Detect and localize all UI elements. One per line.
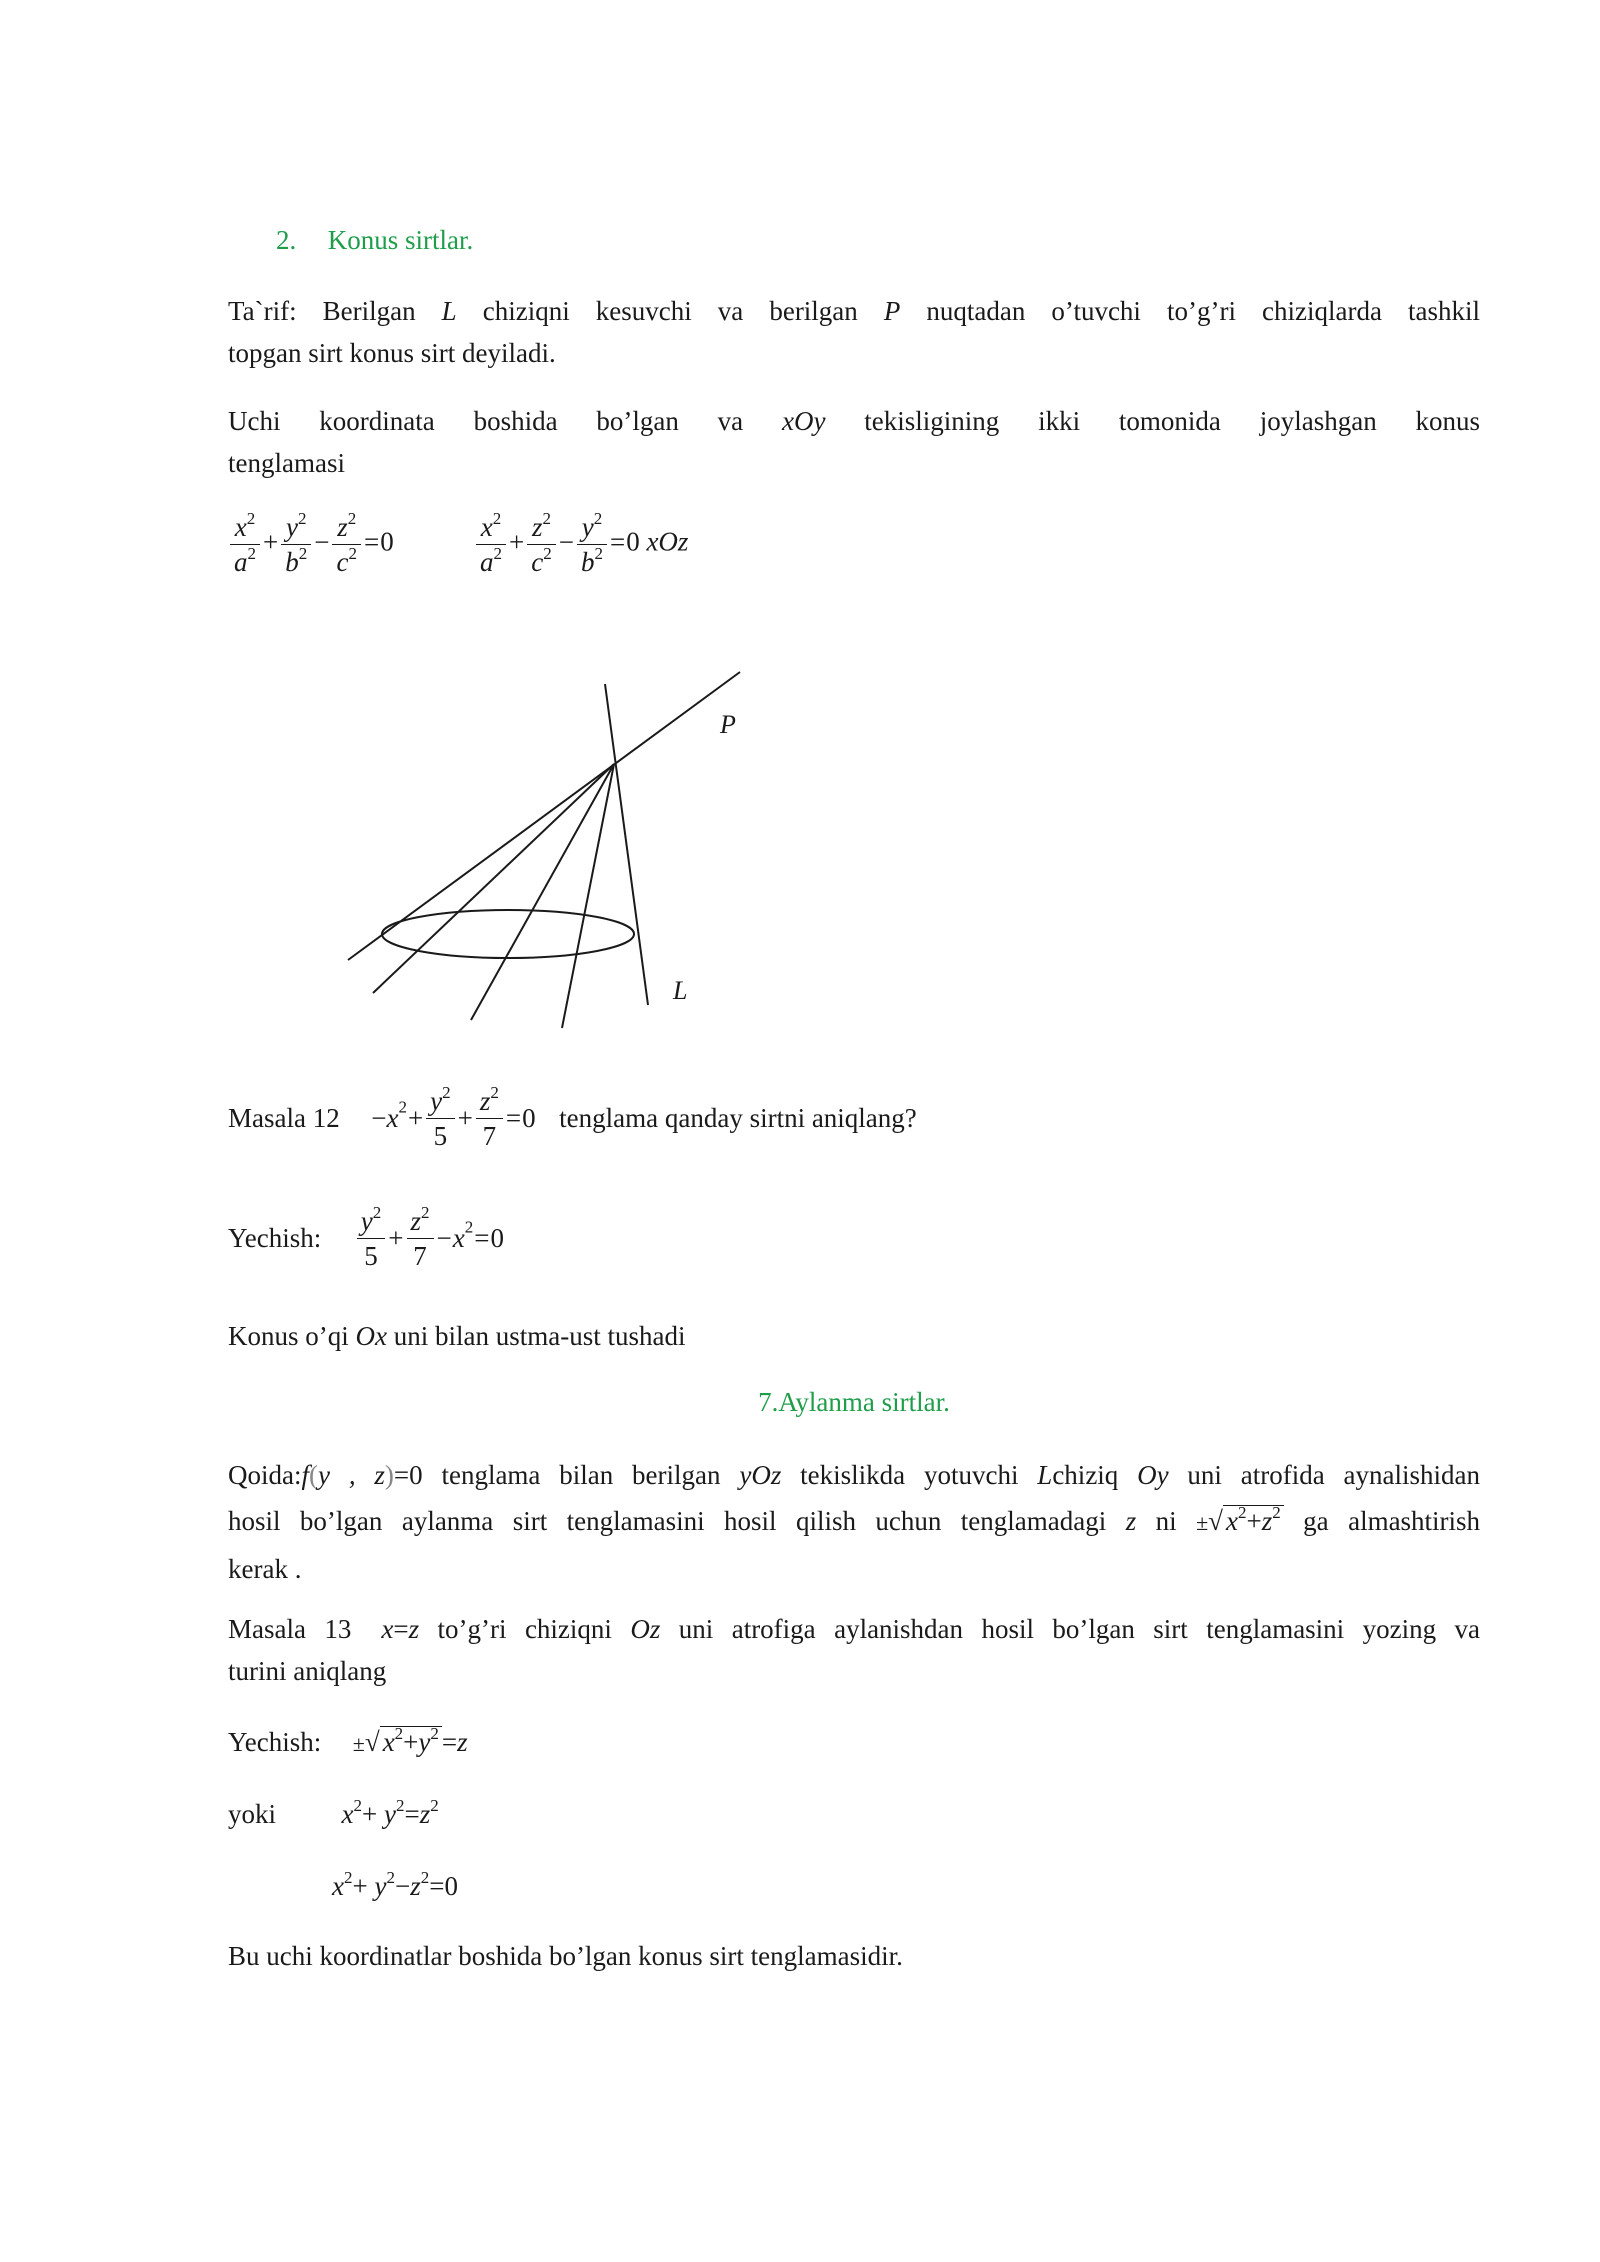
solution-label: Yechish: bbox=[228, 1223, 322, 1253]
final-equation: $x^2+ y^2-z^2=0$ bbox=[332, 1868, 458, 1901]
square-root: $x^2+z^2$ bbox=[1223, 1505, 1284, 1536]
fraction: $\frac{z^2}{c^2}$ bbox=[332, 512, 360, 577]
intro-text: tekisligining ikki tomonida joylashgan konus bbox=[864, 406, 1481, 436]
fraction: $\frac{z^2}{7}$ bbox=[476, 1086, 503, 1151]
alternative-form: yoki $x^2+ y^2=z^2$ bbox=[228, 1796, 439, 1829]
cone-axis-statement: Konus o’qi Ox uni bilan ustma-ust tushadi bbox=[228, 1321, 686, 1351]
rule-label: Qoida: bbox=[228, 1460, 302, 1490]
cone-equation-xoy: $\frac{x^2}{a^2}$ + $\frac{y^2}{b^2}$ − $\frac{z^2}{c^2}$ =0 bbox=[228, 512, 394, 577]
curve-label: L bbox=[1037, 1460, 1053, 1490]
generator-line bbox=[605, 684, 648, 1005]
section-number: 2. bbox=[276, 225, 297, 255]
generator-line bbox=[348, 672, 740, 960]
axis-label: Ox bbox=[355, 1321, 387, 1351]
fraction: $\frac{y^2}{5}$ bbox=[357, 1206, 385, 1271]
rule-paragraph: Qoida:f(y , z)=0 tenglama bilan berilgan yOz tekislikda yotuvchi Lchiziq Oy uni atrofida aynalishidan hosil bo’lgan aylanma sirt tenglamasini hosil qilish uchun tenglamadagi z ni ±√ $x^2+z^2$ ga almashtirish kerak . bbox=[228, 1460, 1481, 1584]
cone-figure bbox=[0, 0, 1600, 1100]
yoki-label: yoki bbox=[228, 1799, 277, 1829]
fraction: $\frac{y^2}{b^2}$ bbox=[281, 512, 311, 577]
figure-label-l: L bbox=[673, 976, 688, 1005]
axis-label: Oy bbox=[1137, 1460, 1169, 1490]
generator-line bbox=[471, 764, 614, 1020]
fraction: $\frac{z^2}{c^2}$ bbox=[527, 512, 555, 577]
fraction: $\frac{y^2}{b^2}$ bbox=[577, 512, 607, 577]
intro-text: Uchi koordinata boshida bo’lgan va bbox=[228, 406, 744, 436]
definition-text: nuqtadan o’tuvchi to’g’ri chiziqlarda tashkil bbox=[900, 296, 1480, 326]
definition-text: Ta`rif: Berilgan bbox=[228, 296, 442, 326]
curve-label: L bbox=[441, 296, 457, 326]
problem-text: tenglama qanday sirtni aniqlang? bbox=[559, 1103, 917, 1133]
axis-label: Oz bbox=[630, 1614, 661, 1644]
figure-label-p: P bbox=[720, 710, 736, 739]
problem-label: Masala 12 bbox=[228, 1103, 340, 1133]
section-heading-7: 7.Aylanma sirtlar. bbox=[758, 1387, 950, 1417]
fraction: $\frac{z^2}{7}$ bbox=[407, 1206, 434, 1271]
masala-12: Masala $12 -x^2+$ $\frac{y^2}{5}$ + $\frac{z^2}{7}$ =0 tenglama qanday sirtni aniqlang? bbox=[228, 1083, 917, 1151]
cone-equation-xoz: $\frac{x^2}{a^2}$ + $\frac{z^2}{c^2}$ − $\frac{y^2}{b^2}$ =0 xOz bbox=[474, 512, 688, 577]
intro-text: tenglamasi bbox=[228, 448, 345, 478]
solution-12: Yechish: $\frac{y^2}{5}$ + $\frac{z^2}{7}$ $-x^2=0$ bbox=[228, 1203, 504, 1271]
plane-label: yOz bbox=[739, 1460, 782, 1490]
conclusion: Bu uchi koordinatlar boshida bo’lgan konus sirt tenglamasidir. bbox=[228, 1941, 903, 1971]
point-label: P bbox=[883, 296, 901, 326]
directrix-ellipse bbox=[382, 910, 634, 958]
definition-text: topgan sirt konus sirt deyiladi. bbox=[228, 338, 556, 368]
section-title: Konus sirtlar. bbox=[327, 225, 474, 255]
masala-13: Masala 13 x=z to’g’ri chiziqni Oz uni atrofiga aylanishdan hosil bo’lgan sirt tenglamasini yozing va turini aniqlang bbox=[228, 1614, 1480, 1686]
fraction: $\frac{x^2}{a^2}$ bbox=[476, 512, 506, 577]
fraction: $\frac{x^2}{a^2}$ bbox=[230, 512, 260, 577]
plane-label: xOz bbox=[646, 526, 689, 557]
plane-label: xOy bbox=[781, 406, 826, 436]
definition-text: chiziqni kesuvchi va berilgan bbox=[456, 296, 884, 326]
solution-label: Yechish: bbox=[228, 1727, 322, 1757]
generator-line bbox=[562, 764, 614, 1028]
fraction: $\frac{y^2}{5}$ bbox=[426, 1086, 454, 1151]
square-root: $x^2+y^2$ bbox=[380, 1726, 442, 1757]
problem-label: Masala 13 bbox=[228, 1614, 352, 1644]
solution-13: Yechish: ±√ $x^2+y^2 =z$ bbox=[228, 1724, 468, 1757]
